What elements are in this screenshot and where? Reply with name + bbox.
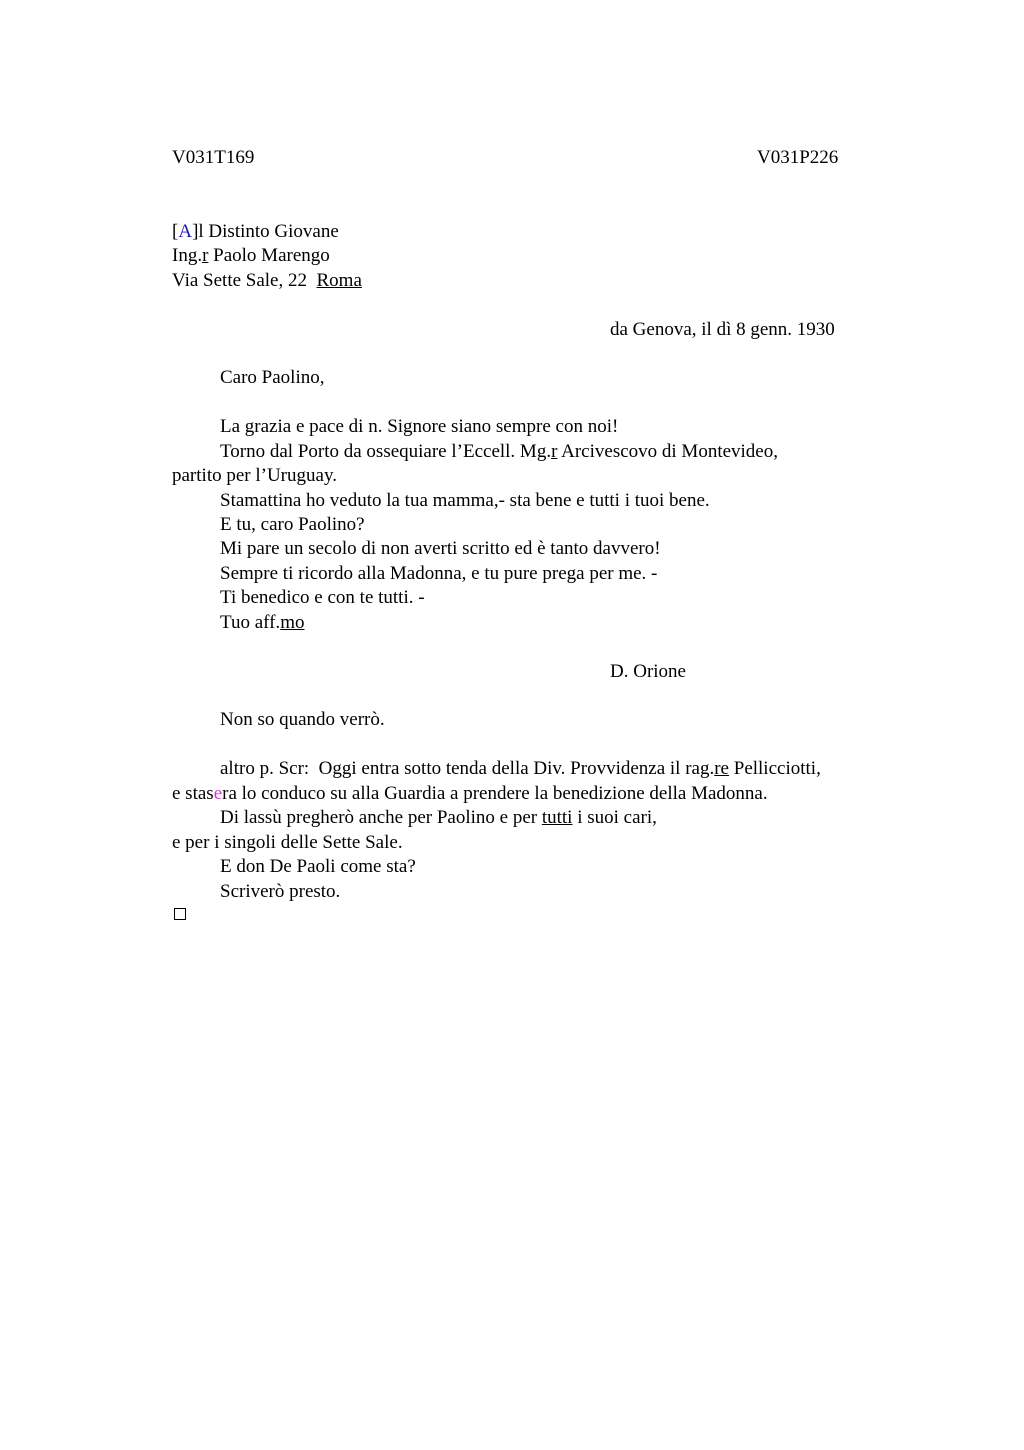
- address-line-1: [A]l Distinto Giovane: [172, 221, 339, 242]
- postscript-line: Di lassù pregherò anche per Paolino e per tutti i suoi cari,: [220, 807, 657, 828]
- body-line: Mi pare un secolo di non averti scritto ed è tanto davvero!: [220, 538, 661, 559]
- address-city: Roma: [316, 270, 362, 291]
- postscript-line: e stasera lo conduco su alla Guardia a prendere la benedizione della Madonna.: [172, 783, 768, 804]
- body-line: La grazia e pace di n. Signore siano sempre con noi!: [220, 416, 619, 437]
- postscript-line: E don De Paoli come sta?: [220, 856, 416, 877]
- postscript-line: e per i singoli delle Sette Sale.: [172, 832, 403, 853]
- postscript-line: Scriverò presto.: [220, 881, 341, 902]
- restored-letter: A: [178, 221, 193, 242]
- closing: Tuo aff.mo: [220, 612, 305, 633]
- body-line: partito per l’Uruguay.: [172, 465, 337, 486]
- body-line: Sempre ti ricordo alla Madonna, e tu pure prega per me. -: [220, 563, 658, 584]
- address-line-3: Via Sette Sale, 22 Roma: [172, 270, 362, 291]
- postscript-line: altro p. Scr: Oggi entra sotto tenda della Div. Provvidenza il rag.re Pellicciotti,: [220, 758, 821, 779]
- document-code-left: V031T169: [172, 147, 255, 168]
- body-line: E tu, caro Paolino?: [220, 514, 365, 535]
- correction-mark: e: [213, 783, 223, 804]
- body-line: Stamattina ho veduto la tua mamma,- sta bene e tutti i tuoi bene.: [220, 490, 710, 511]
- note: Non so quando verrò.: [220, 709, 385, 730]
- body-line: Torno dal Porto da ossequiare l’Eccell. Mg.r Arcivescovo di Montevideo,: [220, 441, 778, 462]
- signature: D. Orione: [610, 661, 686, 682]
- address-line-2: Ing.r Paolo Marengo: [172, 245, 330, 266]
- dateline: da Genova, il dì 8 genn. 1930: [610, 319, 835, 340]
- body-line: Ti benedico e con te tutti. -: [220, 587, 425, 608]
- end-marker-box-icon: [174, 908, 186, 920]
- salutation: Caro Paolino,: [220, 367, 325, 388]
- document-code-right: V031P226: [757, 147, 839, 168]
